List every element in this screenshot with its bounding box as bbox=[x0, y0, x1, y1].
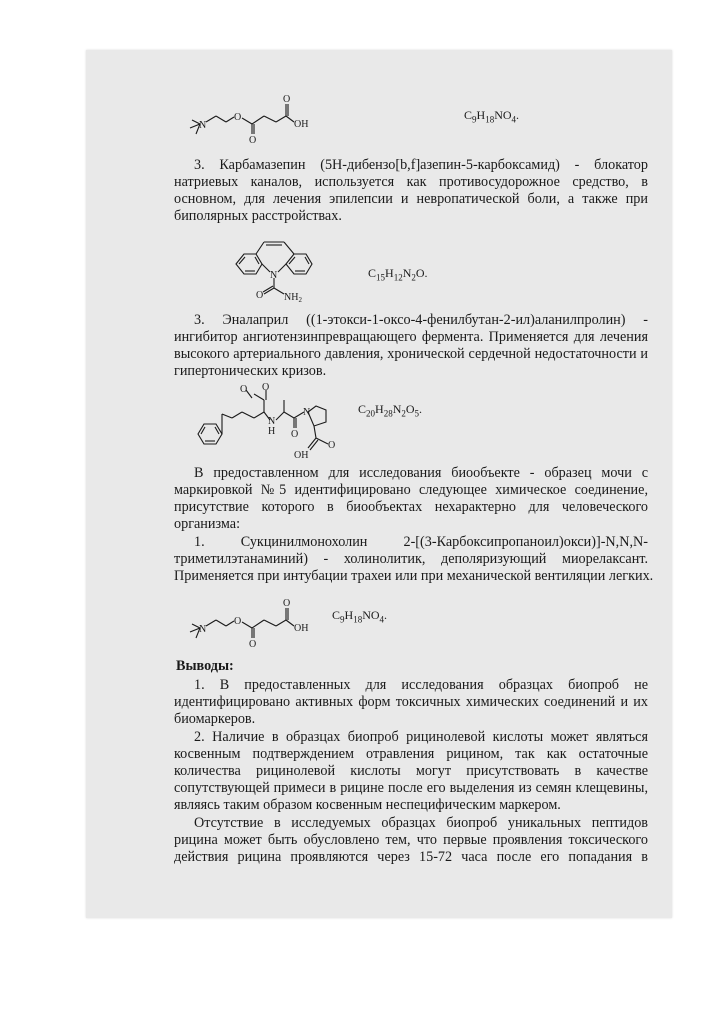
chem-label-o: O bbox=[262, 382, 270, 393]
para-c2-line-4: сопутствующей примеси в рицине после его выделения из семян клещевины, bbox=[174, 780, 648, 796]
chem-label-o: O bbox=[283, 598, 291, 609]
para-sample-line-3: присутствие которого в биообъектах нехарактерно для человеческого bbox=[174, 499, 648, 515]
para-c2-line-5: являясь таким образом косвенным неспецифическим маркером. bbox=[174, 797, 561, 813]
chem-label-o: O bbox=[328, 440, 336, 451]
para-c1-line-1: 1. В предоставленных для исследования образцах биопроб не bbox=[194, 677, 648, 693]
para-c2-line-3: количества рицинолевой кислоты могут присутствовать в качестве bbox=[174, 763, 648, 779]
para-c3-line-2: рицина может быть обусловлено тем, что первые проявления токсического bbox=[174, 832, 648, 848]
chem-label-n: N bbox=[199, 624, 207, 635]
formula-carbamazepine: $C_{15}H_{12}N_2O$. bbox=[368, 266, 428, 283]
chem-label-n: N bbox=[303, 407, 311, 418]
para-c1-line-2: идентифицировано активных форм токсичных химических соединений и их bbox=[174, 694, 648, 710]
formula-succinylmonocholine-1: $C_9H_{18}NO_4$. bbox=[464, 108, 520, 125]
chem-label-h: H bbox=[268, 426, 276, 437]
chem-label-oh: OH bbox=[294, 450, 309, 460]
para-sample-line-2: маркировкой №5 идентифицировано следующее химическое соединение, bbox=[174, 482, 648, 498]
chem-label-o: O bbox=[234, 112, 242, 123]
chem-label-o: O bbox=[256, 290, 264, 301]
chem-label-o: O bbox=[249, 135, 257, 144]
succinylmonocholine-structure-1 bbox=[182, 92, 332, 144]
formula-enalapril: $C_{20}H_{28}N_2O_5$. bbox=[358, 402, 423, 419]
chem-label-n: N bbox=[199, 120, 207, 131]
para-enalapril-line-1: 3. Эналаприл ((1-этокси-1-оксо-4-фенилбутан-2-ил)аланилпролин) - bbox=[194, 312, 648, 328]
chem-label-oh: OH bbox=[294, 623, 309, 634]
para-sample-line-1: В предоставленном для исследования биообъекте - образец мочи с bbox=[194, 465, 648, 481]
para-enalapril-line-3: высокого артериального давления, хронической сердечной недостаточности и bbox=[174, 346, 648, 362]
document-page bbox=[86, 50, 672, 918]
chem-label-o: O bbox=[291, 429, 299, 440]
formula-succinylmonocholine-2: $C_9H_{18}NO_4$. bbox=[332, 608, 388, 625]
chem-label-o: O bbox=[249, 639, 257, 648]
chem-label-nh2: $NH_2$ bbox=[284, 292, 302, 304]
para-sample-line-4: организма: bbox=[174, 516, 241, 532]
para-succinyl-line-2: триметилэтанаминий) - холинолитик, деполяризующий миорелаксант. bbox=[174, 551, 648, 567]
chem-label-o: O bbox=[283, 94, 291, 105]
para-c2-line-1: 2. Наличие в образцах биопроб рицинолевой кислоты может являться bbox=[194, 729, 648, 745]
chem-label-n: N bbox=[270, 270, 278, 281]
para-c2-line-2: косвенным подтверждением отравления рицином, так как остаточные bbox=[174, 746, 648, 762]
para-carbamazepine-line-3: основном, для лечения эпилепсии и невропатической боли, а также при bbox=[174, 191, 648, 207]
enalapril-structure bbox=[182, 382, 362, 460]
conclusions-heading: Выводы: bbox=[176, 658, 234, 674]
succinylmonocholine-structure-2 bbox=[182, 596, 332, 648]
chem-label-o: O bbox=[240, 384, 248, 395]
para-c1-line-3: биомаркеров. bbox=[174, 711, 256, 727]
para-carbamazepine-line-4: биполярных расстройствах. bbox=[174, 208, 342, 224]
para-c3-line-1: Отсутствие в исследуемых образцах биопроб уникальных пептидов bbox=[194, 815, 648, 831]
para-c3-line-3: действия рицина проявляются через 15-72 часа после его попадания в bbox=[174, 849, 648, 865]
chem-label-n: N bbox=[268, 416, 276, 427]
para-succinyl-line-1: 1. Сукцинилмонохолин 2-[(3-Карбоксипропаноил)окси)]-N,N,N- bbox=[194, 534, 648, 550]
carbamazepine-structure bbox=[226, 228, 336, 304]
para-carbamazepine-line-2: натриевых каналов, используется как противосудорожное средство, в bbox=[174, 174, 648, 190]
chem-label-oh: OH bbox=[294, 119, 309, 130]
para-succinyl-line-3: Применяется при интубации трахеи или при механической вентиляции легких. bbox=[174, 568, 654, 584]
para-enalapril-line-4: гипертонических кризов. bbox=[174, 363, 327, 379]
chem-label-o: O bbox=[234, 616, 242, 627]
para-carbamazepine-line-1: 3. Карбамазепин (5H-дибензо[b,f]азепин-5-карбоксамид) - блокатор bbox=[194, 157, 648, 173]
para-enalapril-line-2: ингибитор ангиотензинпревращающего фермента. Применяется для лечения bbox=[174, 329, 648, 345]
